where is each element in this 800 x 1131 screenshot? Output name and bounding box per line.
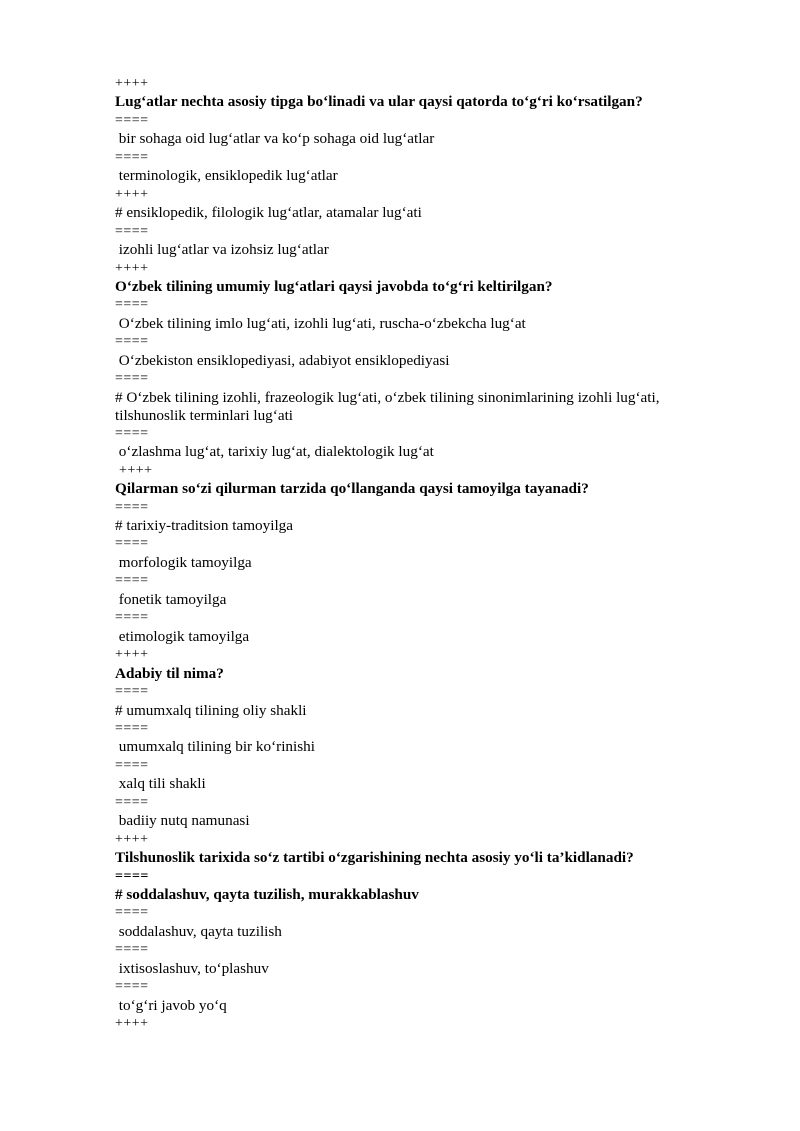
separator-equals: ==== [115,536,149,552]
separator-equals: ==== [115,942,149,958]
separator-equals: ==== [115,499,149,515]
answer-option: morfologik tamoyilga [115,553,252,571]
separator-equals: ==== [115,297,149,313]
question-text: O‘zbek tilining umumiy lug‘atlari qaysi javobda to‘g‘ri keltirilgan? [115,277,553,295]
question-text: Tilshunoslik tarixida so‘z tartibi o‘zgarishining nechta asosiy yo‘li ta’kidlanadi? [115,849,634,867]
answer-option: etimologik tamoyilga [115,627,250,645]
answer-option: fonetik tamoyilga [115,590,227,608]
separator-equals: ==== [115,149,149,165]
answer-option-correct: # O‘zbek tilining izohli, frazeologik lug‘ati, o‘zbek tilining sinonimlarining izohli lug‘ati, tilshunoslik terminlari lug‘ati [115,388,664,424]
separator-equals: ==== [115,794,149,810]
answer-option: badiiy nutq namunasi [115,812,250,830]
separator-equals: ==== [115,334,149,350]
separator-equals: ==== [115,868,149,884]
answer-option-correct: # umumxalq tilining oliy shakli [115,701,307,719]
answer-option: izohli lug‘atlar va izohsiz lug‘atlar [115,241,329,259]
answer-option: to‘g‘ri javob yo‘q [115,996,227,1014]
question-text: Qilarman so‘zi qilurman tarzida qo‘llanganda qaysi tamoyilga tayanadi? [115,480,589,498]
answer-option: xalq tili shakli [115,775,206,793]
separator-plus: ++++ [115,1016,149,1032]
separator-plus: ++++ [115,186,149,202]
separator-equals: ==== [115,979,149,995]
separator-equals: ==== [115,573,149,589]
separator-equals: ==== [115,720,149,736]
separator-equals: ==== [115,610,149,626]
answer-option-correct: # tarixiy-traditsion tamoyilga [115,516,293,534]
separator-plus: ++++ [115,260,149,276]
answer-option: soddalashuv, qayta tuzilish [115,922,282,940]
separator-plus: ++++ [115,462,153,478]
separator-equals: ==== [115,112,149,128]
answer-option: o‘zlashma lug‘at, tarixiy lug‘at, dialektologik lug‘at [115,443,434,461]
answer-option: terminologik, ensiklopedik lug‘atlar [115,167,338,185]
separator-equals: ==== [115,371,149,387]
answer-option: bir sohaga oid lug‘atlar va ko‘p sohaga oid lug‘atlar [115,130,435,148]
question-text: Adabiy til nima? [115,664,224,682]
answer-option: O‘zbek tilining imlo lug‘ati, izohli lug‘ati, ruscha-o‘zbekcha lug‘at [115,314,526,332]
separator-plus: ++++ [115,831,149,847]
answer-option: O‘zbekiston ensiklopediyasi, adabiyot ensiklopediyasi [115,351,450,369]
answer-option-correct: # soddalashuv, qayta tuzilish, murakkablashuv [115,886,419,904]
separator-equals: ==== [115,757,149,773]
question-text: Lug‘atlar nechta asosiy tipga bo‘linadi va ular qaysi qatorda to‘g‘ri ko‘rsatilgan? [115,93,643,111]
test-content [115,75,715,1034]
answer-option-correct: # ensiklopedik, filologik lug‘atlar, atamalar lug‘ati [115,204,422,222]
separator-equals: ==== [115,684,149,700]
answer-option: ixtisoslashuv, to‘plashuv [115,959,269,977]
separator-equals: ==== [115,905,149,921]
separator-plus: ++++ [115,76,149,91]
separator-equals: ==== [115,425,149,441]
separator-plus: ++++ [115,647,149,663]
answer-option: umumxalq tilining bir ko‘rinishi [115,738,315,756]
separator-equals: ==== [115,223,149,239]
